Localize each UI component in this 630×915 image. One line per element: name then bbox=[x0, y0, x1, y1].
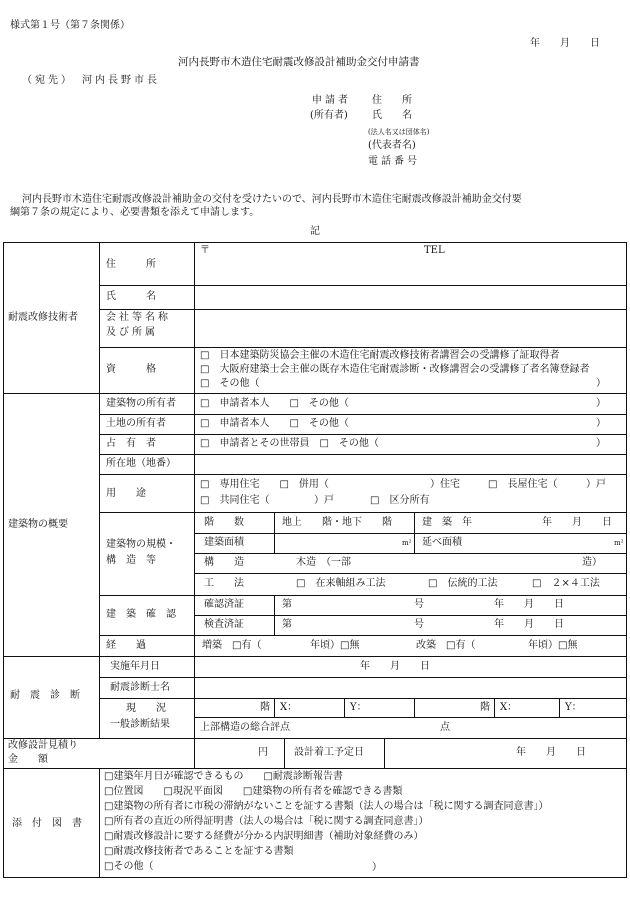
qualification-option-2[interactable]: □ 大阪府建築士会主催の既存木造住宅耐震診断・改修講習会の受講修了者名簿登録者 bbox=[200, 364, 590, 375]
engineer-name-label: 氏 名 bbox=[106, 291, 156, 302]
schedule-date[interactable]: 年 月 日 bbox=[516, 747, 586, 758]
apartment-suffix: ）戸 bbox=[314, 495, 334, 506]
intro-line-2: 綱第７条の規定により、必要書類を添えて申請します。 bbox=[10, 207, 260, 218]
confirmation-label: 建 築 確 認 bbox=[106, 609, 176, 620]
floors-label: 階 数 bbox=[204, 517, 244, 528]
form-number: 様式第１号（第７条関係） bbox=[10, 20, 130, 31]
diagnosis-date-value[interactable]: 年 月 日 bbox=[360, 661, 430, 672]
floors-value[interactable]: 地上 階・地下 階 bbox=[282, 517, 392, 528]
addressee: （宛先） 河内長野市長 bbox=[22, 75, 160, 86]
method-option-traditional[interactable]: □ 伝統的工法 bbox=[428, 578, 498, 589]
method-option-conventional[interactable]: □ 在来軸組み工法 bbox=[296, 578, 386, 589]
structure-value[interactable]: 木造 （一部 bbox=[296, 557, 351, 568]
schedule-label: 設計着工予定日 bbox=[294, 747, 364, 758]
use-combined-suffix: ）住宅 bbox=[430, 479, 460, 490]
building-area-unit: m² bbox=[402, 539, 412, 547]
method-label: 工 法 bbox=[204, 578, 244, 589]
score-unit: 点 bbox=[440, 722, 450, 733]
structure-label: 構 造 bbox=[204, 557, 244, 568]
current-label: 現 況 bbox=[126, 703, 166, 714]
floor-1-y[interactable]: Y： bbox=[350, 702, 367, 713]
reconstruction-history-end: 年頃）□無 bbox=[528, 640, 578, 651]
history-label: 経 過 bbox=[106, 640, 146, 651]
floor-1-x[interactable]: X： bbox=[280, 702, 298, 713]
building-owner-label: 建築物の所有者 bbox=[106, 398, 176, 409]
confirmation-cert-date[interactable]: 年 月 日 bbox=[494, 599, 564, 610]
use-label: 用 途 bbox=[106, 488, 146, 499]
build-year-value[interactable]: 年 月 日 bbox=[542, 517, 612, 528]
use-option-dedicated[interactable]: □ 専用住宅 □ 併用（ bbox=[200, 479, 329, 490]
total-area-unit: m² bbox=[614, 539, 624, 547]
submission-date: 年 月 日 bbox=[530, 38, 600, 49]
document-title: 河内長野市木造住宅耐震改修設計補助金交付申請書 bbox=[178, 56, 420, 68]
engineer-group-label: 耐震改修技術者 bbox=[8, 312, 78, 323]
postal-mark: 〒 bbox=[200, 245, 210, 256]
inspection-cert-date[interactable]: 年 月 日 bbox=[494, 619, 564, 630]
application-form-table bbox=[3, 242, 627, 878]
applicant-label: 申請者 bbox=[312, 95, 351, 106]
ki-label: 記 bbox=[310, 226, 320, 237]
engineer-address-label: 住 所 bbox=[106, 259, 156, 270]
extension-history-end: 年頃）□無 bbox=[310, 640, 360, 651]
diagnostician-label: 耐震診断士名 bbox=[110, 682, 170, 693]
qualification-option-3[interactable]: □ その他（ bbox=[200, 378, 260, 389]
location-label: 所在地（地番） bbox=[106, 458, 176, 469]
general-diagnosis-label: 一般診断結果 bbox=[110, 719, 170, 730]
representative-label: (代表者名) bbox=[368, 140, 416, 151]
build-year-label: 建 築 年 bbox=[422, 517, 472, 528]
attachment-item[interactable]: □所有者の直近の所得証明書（法人の場合は「税に関する調査同意書」） bbox=[104, 816, 429, 827]
attachment-item[interactable]: □耐震改修設計に要する経費が分かる内訳明細書（補助対象経費のみ） bbox=[104, 831, 424, 842]
use-option-row-house[interactable]: □ 長屋住宅（ bbox=[488, 479, 558, 490]
applicant-name-label: 氏 名 bbox=[372, 110, 412, 121]
attachment-item[interactable]: □その他（ bbox=[104, 861, 154, 872]
occupant-options[interactable]: □ 申請者とその世帯員 □ その他（ bbox=[200, 438, 379, 449]
qualification-option-1[interactable]: □ 日本建築防災協会主催の木造住宅耐震改修技術者講習会の受講修了証取得者 bbox=[200, 350, 560, 361]
applicant-address-label: 住 所 bbox=[372, 95, 412, 106]
attachment-item[interactable]: □建築物の所有者に市税の滞納がないことを証する書類（法人の場合は「税に関する調査同意書」） bbox=[104, 801, 549, 812]
corporate-name-note: (法人名又は団体名) bbox=[368, 128, 430, 136]
floor-2-x[interactable]: X： bbox=[500, 702, 518, 713]
inspection-cert-label: 検査済証 bbox=[204, 619, 244, 630]
building-area-label: 建築面積 bbox=[204, 537, 244, 548]
building-owner-options[interactable]: □ 申請者本人 □ その他（ bbox=[200, 398, 349, 409]
scale-label-1: 建築物の規模・ bbox=[106, 539, 176, 550]
company-label-1: 会社等名称 bbox=[106, 312, 171, 323]
occupant-close: ） bbox=[596, 438, 606, 449]
cost-label-1: 改修設計見積り bbox=[8, 740, 78, 751]
overall-score-label: 上部構造の総合評点 bbox=[200, 722, 290, 733]
floor-2-y[interactable]: Y： bbox=[565, 702, 582, 713]
floor-1-kai: 階 bbox=[260, 702, 270, 713]
attachment-item[interactable]: □耐震改修技術者であることを証する書類 bbox=[104, 846, 294, 857]
qualification-label: 資 格 bbox=[106, 364, 156, 375]
reconstruction-history[interactable]: 改築 □有（ bbox=[416, 640, 476, 651]
attachment-item[interactable]: □建築年月日が確認できるもの □耐震診断報告書 bbox=[104, 771, 343, 782]
structure-suffix: 造） bbox=[582, 557, 602, 568]
extension-history[interactable]: 増築 □有（ bbox=[202, 640, 262, 651]
attachment-item[interactable]: □位置図 □現況平面図 □建築物の所有者を確認できる書類 bbox=[104, 786, 403, 797]
method-option-2x4[interactable]: □ ２×４工法 bbox=[532, 578, 600, 589]
row-house-suffix: ）戸 bbox=[586, 479, 606, 490]
building-owner-close: ） bbox=[596, 398, 606, 409]
scale-label-2: 構 造 等 bbox=[106, 555, 156, 566]
building-group-label: 建築物の概要 bbox=[8, 519, 68, 530]
attachments-label: 添 付 図 書 bbox=[12, 818, 82, 829]
confirmation-cert-go: 号 bbox=[414, 599, 424, 610]
owner-label: (所有者) bbox=[310, 110, 348, 121]
diagnosis-group-label: 耐 震 診 断 bbox=[10, 690, 80, 701]
land-owner-close: ） bbox=[596, 418, 606, 429]
use-option-sectional[interactable]: □ 区分所有 bbox=[370, 495, 430, 506]
total-area-label: 延べ面積 bbox=[422, 537, 462, 548]
use-option-apartment[interactable]: □ 共同住宅（ bbox=[200, 495, 270, 506]
diagnosis-date-label: 実施年月日 bbox=[110, 661, 160, 672]
company-label-2: 及び所属 bbox=[106, 327, 158, 338]
intro-line-1: 河内長野市木造住宅耐震改修設計補助金の交付を受けたいので、河内長野市木造住宅耐震改修設計補助金交付要 bbox=[22, 194, 522, 205]
cost-yen[interactable]: 円 bbox=[258, 747, 268, 758]
attachment-other-close: ） bbox=[372, 862, 382, 873]
confirmation-cert-label: 確認済証 bbox=[204, 599, 244, 610]
engineer-tel-label: TEL bbox=[424, 245, 445, 256]
phone-label: 電話番号 bbox=[368, 156, 420, 167]
inspection-cert-go: 号 bbox=[414, 619, 424, 630]
inspection-cert-no: 第 bbox=[282, 619, 292, 630]
cost-label-2: 金 額 bbox=[8, 754, 48, 765]
floor-2-kai: 階 bbox=[480, 702, 490, 713]
land-owner-options[interactable]: □ 申請者本人 □ その他（ bbox=[200, 418, 349, 429]
qualification-option-3-close: ） bbox=[596, 378, 606, 389]
land-owner-label: 土地の所有者 bbox=[106, 418, 166, 429]
confirmation-cert-no: 第 bbox=[282, 599, 292, 610]
occupant-label: 占 有 者 bbox=[106, 438, 156, 449]
